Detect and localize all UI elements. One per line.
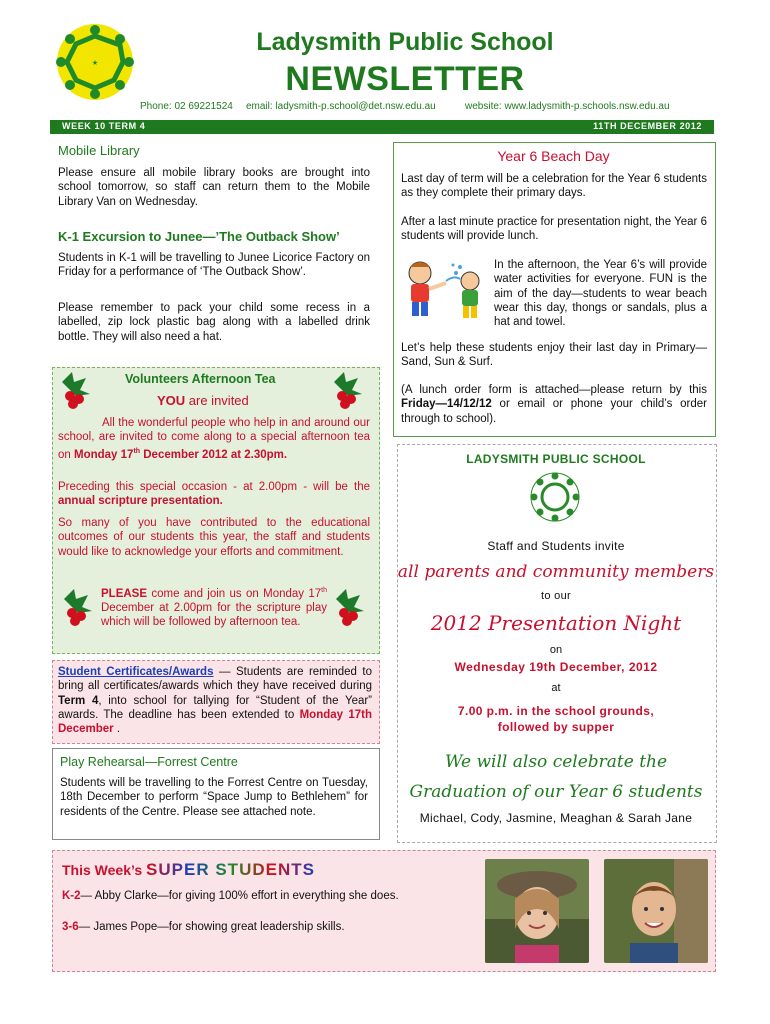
presentation-at: at <box>551 682 561 694</box>
graduation-line-1: We will also celebrate the <box>444 752 668 772</box>
email-address: email: ladysmith-p.school@det.nsw.edu.au <box>246 101 436 112</box>
play-heading: Play Rehearsal—Forrest Centre <box>60 755 238 769</box>
certificates-term: Term 4 <box>58 694 99 707</box>
beach-day-text-4: Let’s help these students enjoy their last day in Primary—Sand, Sun & Surf. <box>401 342 707 369</box>
presentation-to-our: to our <box>541 590 571 602</box>
beach-day-text-5a: (A lunch order form is attached—please return by this <box>401 384 707 396</box>
certificates-heading: Student Certificates/Awards <box>58 666 214 678</box>
volunteers-text-1 <box>58 416 370 462</box>
issue-date: 11TH DECEMBER 2012 <box>593 121 702 131</box>
presentation-time: 7.00 p.m. in the school grounds, <box>457 704 655 718</box>
volunteers-text-1a: All the wonderful people who help in and around our school, are invited to come along to a special afternoon tea on <box>58 417 370 461</box>
svg-text:★: ★ <box>91 60 99 67</box>
volunteers-text-4 <box>101 584 327 630</box>
please-word: PLEASE <box>101 587 148 600</box>
issue-week: WEEK 10 TERM 4 <box>62 121 146 131</box>
mobile-library-text: Please ensure all mobile library books are brought into school tomorrow, so staff can return them to the Mobile Library Van on Wednesday. <box>58 167 370 208</box>
presentation-date: Wednesday 19th December, 2012 <box>454 660 658 674</box>
excursion-text-1: Students in K-1 will be travelling to Junee Licorice Factory on Friday for a performance of ‘The Outback Show’. <box>58 252 370 279</box>
super-students-title: SUPER STUDENTS <box>146 860 315 879</box>
holly-icon <box>60 585 96 629</box>
volunteers-text-3: So many of you have contributed to the educational outcomes of our students this year, the staff and students would like to acknowledge your efforts and commitment. <box>58 517 370 558</box>
lunch-order-deadline: Friday—14/12/12 <box>401 398 492 411</box>
newsletter-title: NEWSLETTER <box>285 60 525 98</box>
school-logo <box>50 22 140 102</box>
presentation-supper: followed by supper <box>497 720 615 734</box>
super-students-heading <box>62 860 315 880</box>
play-text: Students will be travelling to the Forrest Centre on Tuesday, 18th December to perform “Space Jump to Bethlehem” for residents of the Centre. Please see attached note. <box>60 777 368 818</box>
beach-day-text-2: After a last minute practice for presentation night, the Year 6 students will provide lunch. <box>401 216 707 243</box>
beach-day-heading: Year 6 Beach Day <box>497 148 610 164</box>
k2-text: — Abby Clarke—for giving 100% effort in everything she does. <box>80 890 399 902</box>
s36-text: — James Pope—for showing great leadership skills. <box>78 921 345 933</box>
school-logo <box>528 470 582 524</box>
invited-text: are invited <box>185 393 249 408</box>
website-address: website: www.ladysmith-p.schools.nsw.edu.au <box>465 101 670 112</box>
super-students-heading-a: This Week’s <box>62 862 147 878</box>
invited-line <box>157 393 249 408</box>
certificates-text-c: . <box>113 723 121 736</box>
volunteers-date-sup: th <box>133 447 141 455</box>
kids-water-play-illustration <box>398 253 490 323</box>
beach-day-text-3: In the afternoon, the Year 6’s will provide water activities for everyone. FUN is the aim of the day—students to wear beach wear this day, thongs or sandals, plus a hat and towel. <box>494 259 707 329</box>
volunteers-text-2 <box>58 480 370 509</box>
holly-icon <box>330 368 366 412</box>
super-student-k2 <box>62 890 399 902</box>
certificates-text-b: , into school for tallying for “Student of the Year” awards. The deadline has been extended to <box>58 694 373 721</box>
student-photo-abby <box>485 859 589 963</box>
beach-day-text-1: Last day of term will be a celebration for the Year 6 students as they complete their primary days. <box>401 173 707 200</box>
excursion-text-2: Please remember to pack your child some recess in a labelled, zip lock plastic bag along with a labelled drink bottle. They will also need a hat. <box>58 302 370 343</box>
volunteers-text-2a: Preceding this special occasion - at 2.00pm - will be the <box>58 481 370 493</box>
volunteers-heading: Volunteers Afternoon Tea <box>125 372 276 386</box>
issue-bar <box>50 120 714 134</box>
mobile-library-heading: Mobile Library <box>58 143 140 158</box>
invited-you: YOU <box>157 393 186 408</box>
certificates-deadline: Monday 17th December <box>58 708 372 736</box>
volunteers-text-4b: come and join us on Monday 17 <box>147 587 322 600</box>
student-photo-james <box>604 859 708 963</box>
scripture-presentation: annual scripture presentation. <box>58 495 223 508</box>
presentation-event: 2012 Presentation Night <box>430 611 682 635</box>
graduation-line-2: Graduation of our Year 6 students <box>409 782 703 802</box>
school-name: Ladysmith Public School <box>256 28 554 56</box>
presentation-school-name: LADYSMITH PUBLIC SCHOOL <box>466 452 646 466</box>
graduate-names: Michael, Cody, Jasmine, Meaghan & Sarah Jane <box>419 811 693 825</box>
beach-day-text-5c: or email or phone your child’s order through to school). <box>401 398 707 425</box>
certificates-text-a: — Students are reminded to bring all certificates/awards which they have received during <box>58 666 372 693</box>
certificates-text <box>58 665 372 736</box>
volunteers-date: Monday 17 <box>74 448 134 461</box>
volunteers-date-end: December 2012 at 2.30pm. <box>140 448 288 461</box>
presentation-invite: Staff and Students invite <box>487 539 625 553</box>
holly-icon <box>58 368 94 412</box>
super-student-36 <box>62 921 345 933</box>
excursion-heading: K-1 Excursion to Junee—’The Outback Show’ <box>58 229 340 244</box>
s36-label: 3-6 <box>62 921 79 933</box>
beach-day-text-5 <box>401 383 707 426</box>
holly-icon <box>332 585 368 629</box>
volunteers-text-4c: December at 2.00pm for the scripture play which will be followed by afternoon tea. <box>101 602 327 629</box>
k2-label: K-2 <box>62 890 81 902</box>
phone-number: Phone: 02 69221524 <box>140 101 233 112</box>
volunteers-text-4-sup: th <box>321 587 327 594</box>
presentation-on: on <box>549 644 563 656</box>
presentation-guests: all parents and community members <box>397 562 715 582</box>
